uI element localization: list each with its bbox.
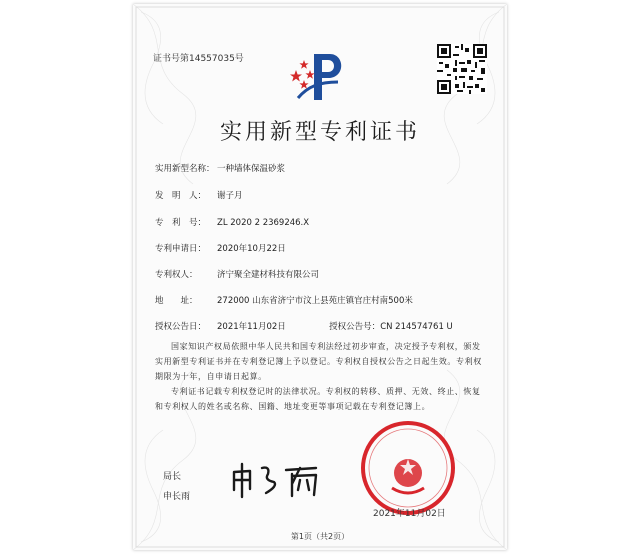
certificate-number: 证书号第14557035号 — [153, 54, 244, 64]
field-value: 272000 山东省济宁市汶上县苑庄镇官庄村南500米 — [217, 296, 413, 306]
field-value: 谢子月 — [217, 191, 243, 201]
certificate-title: 实用新型专利证书 — [219, 120, 420, 145]
field-label: 专利申请日： — [155, 244, 207, 254]
field-value: ZL 2020 2 2369246.X — [217, 218, 310, 228]
field-value: 济宁聚全建材科技有限公司 — [217, 270, 320, 280]
grant-date: 2021年11月02日 — [217, 322, 286, 332]
certificate-body — [155, 339, 485, 414]
field-row-utility-model-name — [155, 162, 285, 174]
grant-date-label: 授权公告日： — [155, 322, 207, 332]
qr-code-icon — [437, 44, 487, 94]
patent-office-logo-icon — [288, 48, 352, 108]
field-value: 一种墙体保温砂浆 — [217, 164, 286, 174]
page-footer: 第1页（共2页） — [290, 532, 350, 541]
field-row-patent-number — [155, 216, 309, 228]
field-label: 地 址： — [155, 296, 198, 306]
body-paragraph: 国家知识产权局依照中华人民共和国专利法经过初步审查，决定授予专利权，颁发实用新型专利证书并在专利登记簿上予以登记。专利权自授权公告之日起生效。专利权期限为十年，自申请日起算。 — [155, 342, 482, 381]
certificate-sheet — [133, 4, 507, 550]
seal-date: 2021年11月02日 — [373, 509, 446, 519]
field-row-application-date — [155, 242, 286, 254]
field-value: 2020年10月22日 — [217, 244, 286, 254]
signer-name: 申长雨 — [163, 492, 191, 502]
field-label: 专利权人： — [155, 270, 198, 280]
body-paragraph: 专利证书记载专利权登记时的法律状况。专利权的转移、质押、无效、终止、恢复和专利权人的姓名或名称、国籍、地址变更等事项记载在专利登记簿上。 — [155, 387, 481, 411]
handwritten-signature — [228, 460, 338, 500]
signer-title: 局长 — [163, 472, 182, 482]
publication-number: CN 214574761 U — [380, 322, 453, 332]
field-row-inventor — [155, 189, 243, 201]
field-row-address — [155, 294, 413, 306]
field-label: 发 明 人： — [155, 191, 207, 201]
official-seal-icon — [358, 418, 458, 518]
field-label: 专 利 号： — [155, 218, 207, 228]
field-row-grant — [155, 320, 453, 332]
publication-number-label: 授权公告号： — [329, 322, 381, 332]
field-row-patentee — [155, 268, 319, 280]
field-label: 实用新型名称： — [155, 164, 215, 174]
